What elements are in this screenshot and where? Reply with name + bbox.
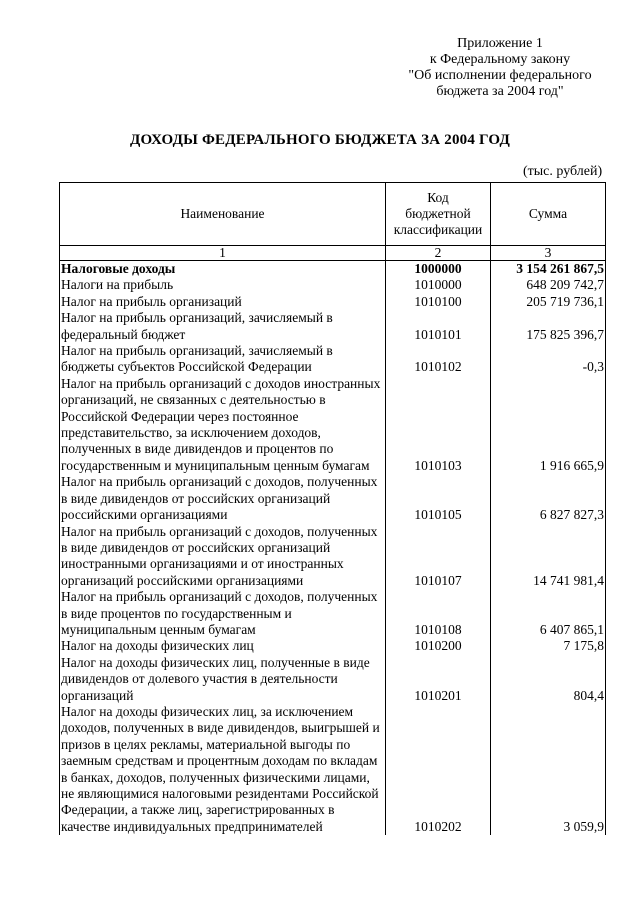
table-row xyxy=(60,524,606,590)
name-cell: Налог на доходы физических лиц, за исключением доходов, полученных в виде дивидендов, выигрышей и призов в целях рекламы, материальной выгоды по заемным средствам и процентным доходам по вкладам в банках, доходов, полученных физическими лицами, не являющимися налоговыми резидентами Российской Федерации, а также лиц, зарегистрированных в качестве индивидуальных предпринимателей xyxy=(60,704,386,835)
sum-cell: 7 175,8 xyxy=(491,638,606,654)
code-cell: 1010101 xyxy=(386,310,491,343)
name-cell: Налог на прибыль организаций с доходов, полученных в виде процентов по государственным и муниципальным ценным бумагам xyxy=(60,589,386,638)
table-row xyxy=(60,294,606,310)
appendix-line: бюджета за 2004 год" xyxy=(436,84,564,99)
name-cell: Налог на прибыль организаций с доходов, полученных в виде дивидендов от российских организаций иностранными организациями и от иностранных организаций российскими организациями xyxy=(60,524,386,590)
code-cell: 1010200 xyxy=(386,638,491,654)
units-note: (тыс. рублей) xyxy=(523,164,603,179)
table-row xyxy=(60,638,606,654)
table-row xyxy=(60,310,606,343)
document-title: ДОХОДЫ ФЕДЕРАЛЬНОГО БЮДЖЕТА ЗА 2004 ГОД xyxy=(129,132,511,148)
table-row xyxy=(60,277,606,293)
appendix-note xyxy=(385,36,615,100)
name-cell: Налог на прибыль организаций, зачисляемый в бюджеты субъектов Российской Федерации xyxy=(60,343,386,376)
sum-cell: -0,3 xyxy=(491,343,606,376)
name-cell: Налог на прибыль организаций xyxy=(60,294,386,310)
name-cell: Налоги на прибыль xyxy=(60,277,386,293)
sum-cell: 175 825 396,7 xyxy=(491,310,606,343)
sum-cell: 205 719 736,1 xyxy=(491,294,606,310)
code-cell: 1010100 xyxy=(386,294,491,310)
column-number-row xyxy=(60,246,606,261)
code-cell: 1000000 xyxy=(386,261,491,278)
header-sum: Сумма xyxy=(491,183,606,246)
column-number: 3 xyxy=(491,246,606,261)
code-cell: 1010201 xyxy=(386,655,491,704)
sum-cell: 6 827 827,3 xyxy=(491,474,606,523)
sum-cell: 3 154 261 867,5 xyxy=(491,261,606,278)
code-cell: 1010105 xyxy=(386,474,491,523)
table-header-row xyxy=(60,183,606,246)
sum-cell: 804,4 xyxy=(491,655,606,704)
appendix-line: к Федеральному закону xyxy=(429,52,571,67)
sum-cell: 648 209 742,7 xyxy=(491,277,606,293)
column-number: 2 xyxy=(386,246,491,261)
code-cell: 1010108 xyxy=(386,589,491,638)
header-code: Код бюджетной классификации xyxy=(386,183,491,246)
code-cell: 1010000 xyxy=(386,277,491,293)
name-cell: Налог на прибыль организаций с доходов иностранных организаций, не связанных с деятельностью в Российской Федерации через постоянное представительство, за исключением доходов, полученных в виде дивидендов и процентов по государственным и муниципальным ценным бумагам xyxy=(60,376,386,474)
name-cell: Налог на доходы физических лиц, полученные в виде дивидендов от долевого участия в деятельности организаций xyxy=(60,655,386,704)
name-cell: Налог на прибыль организаций с доходов, полученных в виде дивидендов от российских организаций российскими организациями xyxy=(60,474,386,523)
sum-cell: 14 741 981,4 xyxy=(491,524,606,590)
sum-cell: 3 059,9 xyxy=(491,704,606,835)
table-row xyxy=(60,343,606,376)
appendix-line: "Об исполнении федерального xyxy=(408,68,592,83)
table-row xyxy=(60,589,606,638)
revenue-table xyxy=(59,182,606,835)
table-row xyxy=(60,704,606,835)
name-cell: Налог на доходы физических лиц xyxy=(60,638,386,654)
sum-cell: 6 407 865,1 xyxy=(491,589,606,638)
code-cell: 1010102 xyxy=(386,343,491,376)
name-cell: Налог на прибыль организаций, зачисляемый в федеральный бюджет xyxy=(60,310,386,343)
column-number: 1 xyxy=(60,246,386,261)
table-row xyxy=(60,655,606,704)
sum-cell: 1 916 665,9 xyxy=(491,376,606,474)
code-cell: 1010107 xyxy=(386,524,491,590)
table-row xyxy=(60,474,606,523)
header-name: Наименование xyxy=(60,183,386,246)
appendix-line: Приложение 1 xyxy=(457,36,543,51)
table-row xyxy=(60,261,606,278)
code-cell: 1010103 xyxy=(386,376,491,474)
table-row xyxy=(60,376,606,474)
name-cell: Налоговые доходы xyxy=(60,261,386,278)
code-cell: 1010202 xyxy=(386,704,491,835)
